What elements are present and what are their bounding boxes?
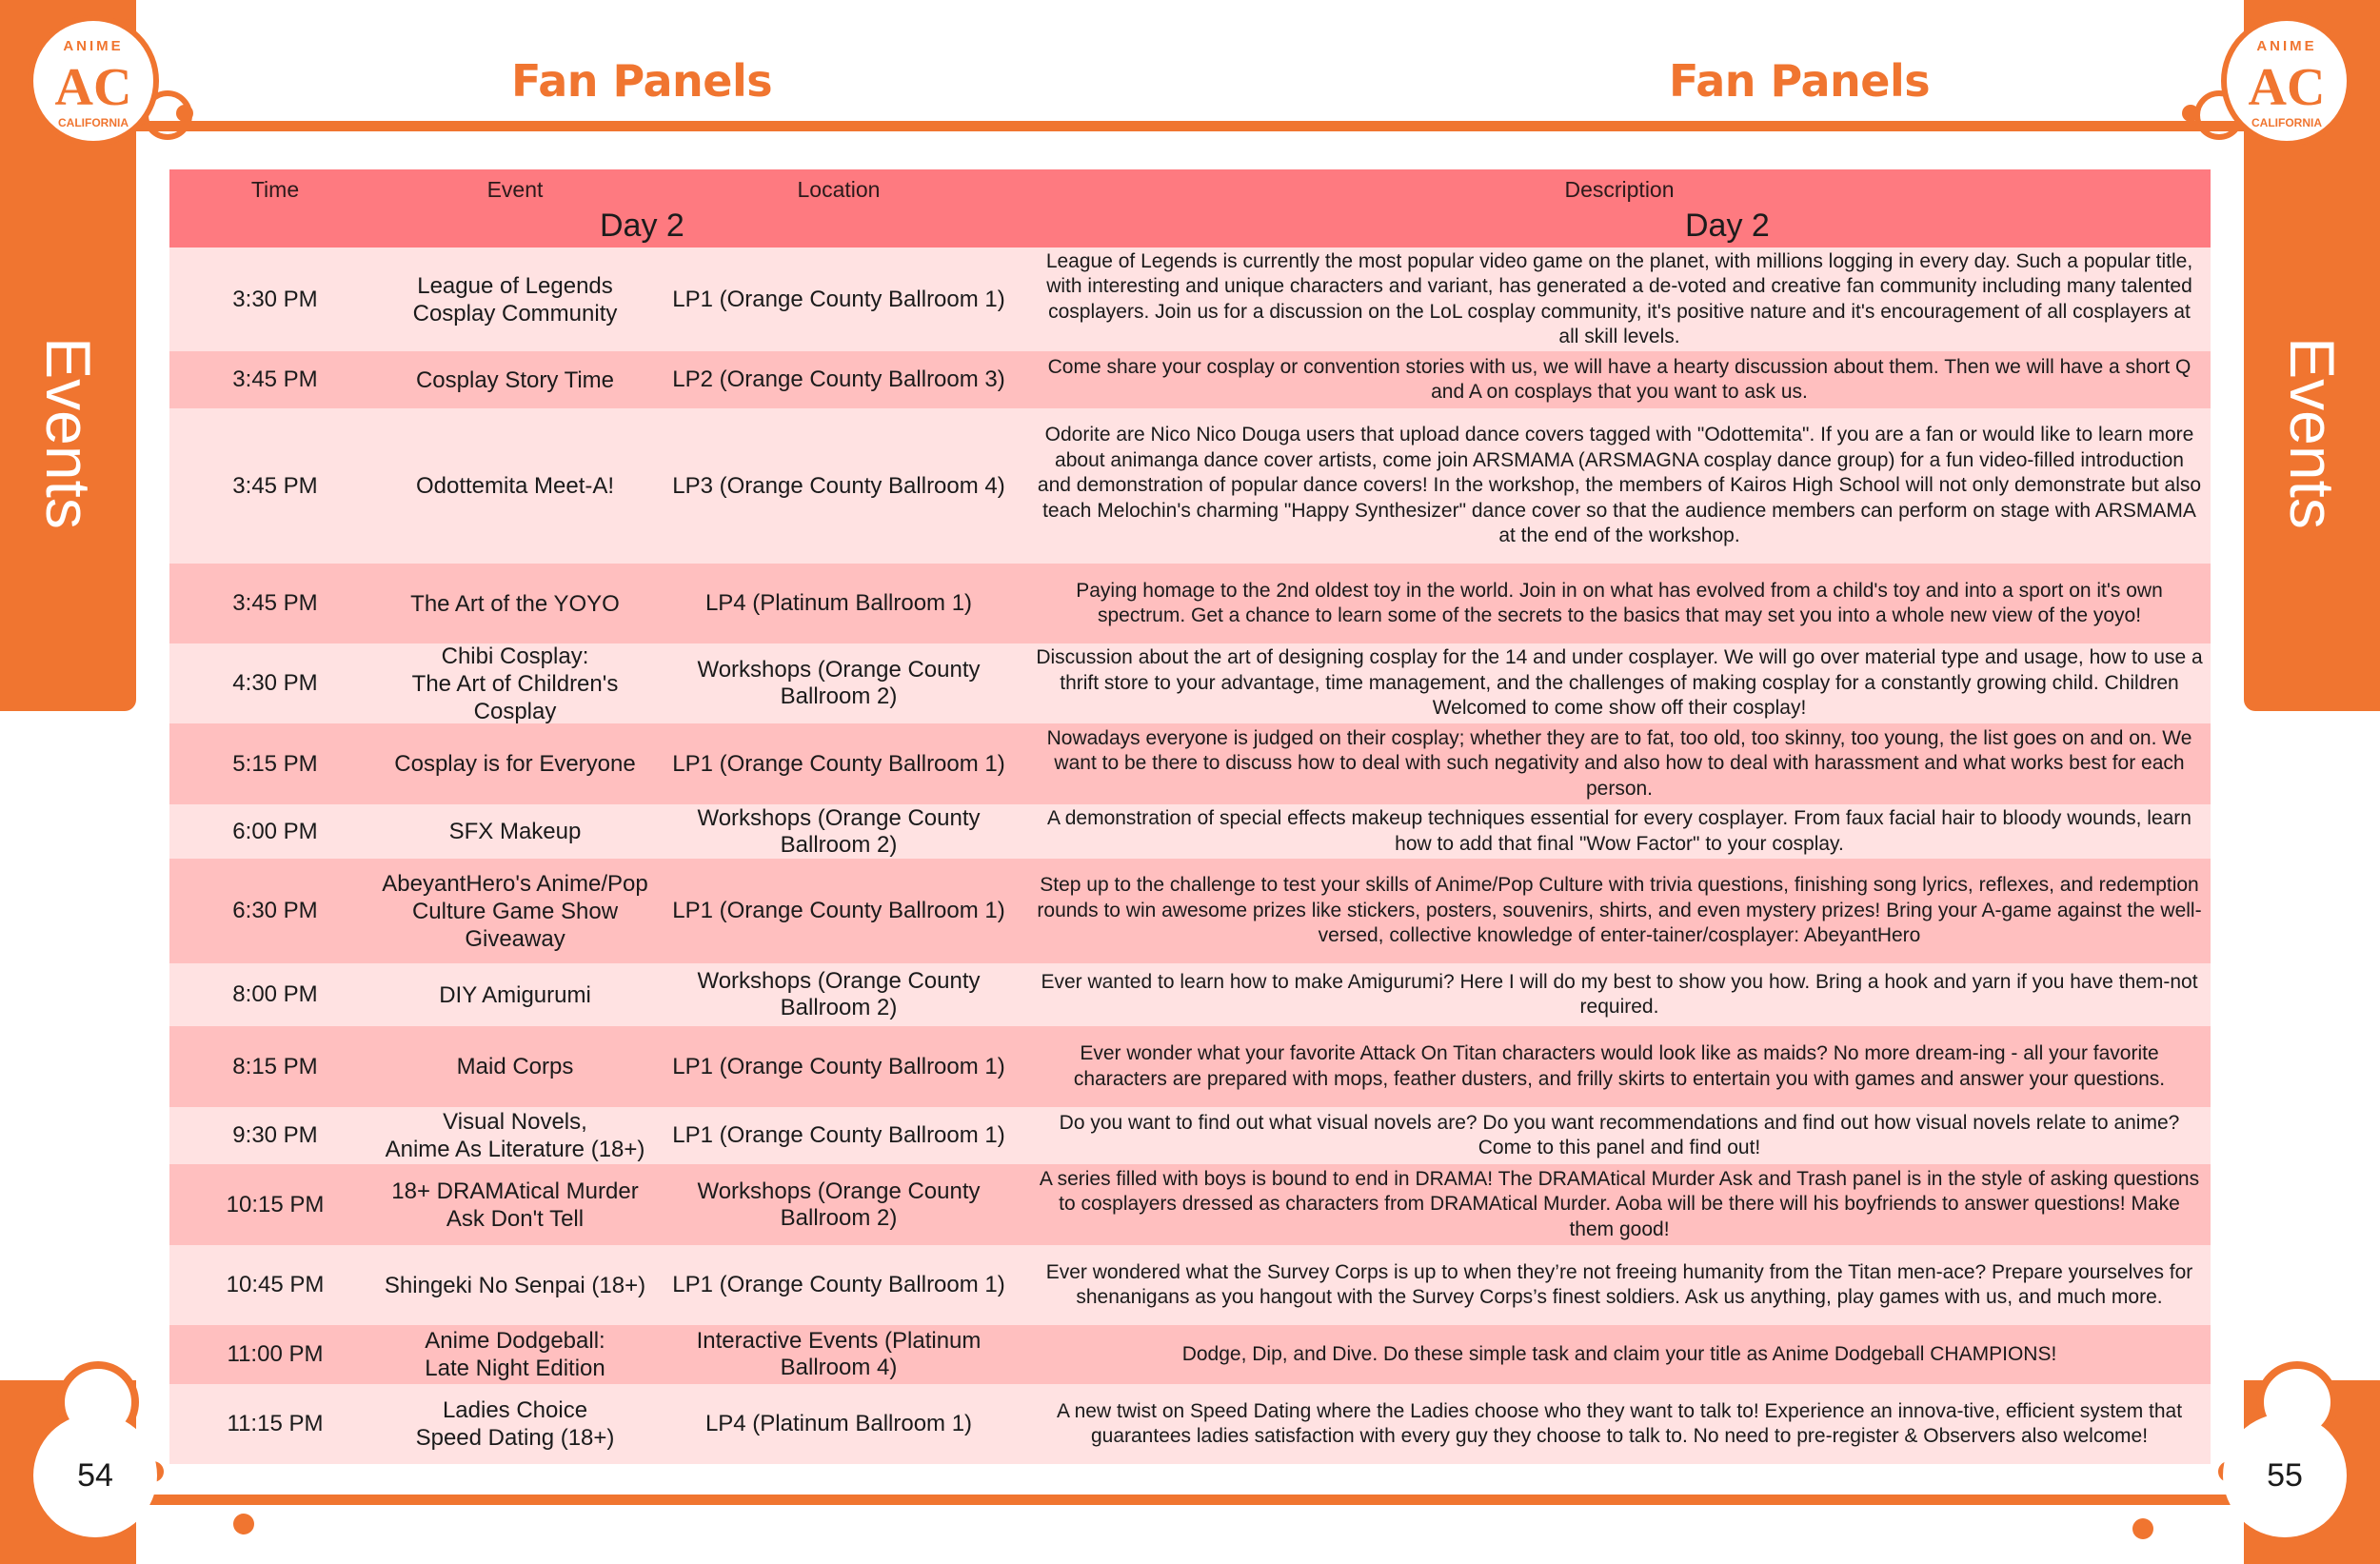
- cell-location: Workshops (Orange County Ballroom 2): [697, 968, 981, 1020]
- table-row: [169, 1164, 2211, 1245]
- side-label-left: [0, 338, 136, 528]
- event-line: 18+ DRAMAtical Murder: [391, 1178, 639, 1204]
- table-row: [169, 1245, 2211, 1325]
- table-row: [169, 859, 2211, 963]
- cell-location: LP1 (Orange County Ballroom 1): [672, 1122, 1005, 1148]
- event-line: Culture Game Show Giveaway: [411, 898, 619, 952]
- cell-event: [381, 1396, 649, 1452]
- table-row: [169, 1384, 2211, 1464]
- table-row: [169, 408, 2211, 564]
- logo-top-text: ANIME: [63, 38, 124, 54]
- event-line: Anime Dodgeball:: [425, 1328, 605, 1354]
- anime-california-logo: [27, 14, 160, 148]
- cell-event: [381, 1053, 649, 1080]
- event-line: Speed Dating (18+): [415, 1425, 615, 1451]
- cell-description: Nowadays everyone is judged on their cosplay; whether they are to fat, too old, too skinny, too young, the list goes on and on. We want to be there to discuss how to deal with such negativity and also how to deal with harassment and what works best for each person.: [1046, 726, 2192, 800]
- cell-description: A demonstration of special effects makeup techniques essential for every cosplayer. From faux facial hair to bloody wounds, learn how to add that final "Wow Factor" to your cosplay.: [1047, 807, 2192, 855]
- cell-location: LP3 (Orange County Ballroom 4): [672, 472, 1005, 499]
- cell-event: [381, 590, 649, 618]
- header-location: Location: [797, 177, 881, 202]
- side-label-text: Events: [32, 337, 104, 529]
- cell-location: LP1 (Orange County Ballroom 1): [672, 286, 1005, 312]
- table-row: [169, 804, 2211, 859]
- event-line: SFX Makeup: [448, 819, 582, 844]
- table-row: [169, 963, 2211, 1026]
- page-number-right-badge: [2223, 1414, 2347, 1537]
- cell-description: A new twist on Speed Dating where the Ladies choose who they want to talk to! Experience an innova-tive, efficient system that guarantees ladies satisfaction with every guy they choose to talk to. No need to pre-register & Observers also welcome!: [1056, 1399, 2183, 1447]
- cell-time: 11:00 PM: [227, 1341, 324, 1367]
- cell-time: 6:30 PM: [232, 898, 318, 923]
- cell-location: LP1 (Orange County Ballroom 1): [672, 1272, 1005, 1297]
- cell-description: Ever wanted to learn how to make Amigurumi? Here I will do my best to show you how. Bring a hook and yarn if you have them-not required.: [1041, 970, 2198, 1018]
- table-row: [169, 1325, 2211, 1384]
- cell-time: 3:30 PM: [232, 286, 318, 312]
- cell-time: 3:45 PM: [232, 472, 318, 499]
- cell-location: Interactive Events (Platinum Ballroom 4): [696, 1328, 982, 1380]
- cell-description: Odorite are Nico Nico Douga users that upload dance covers tagged with "Odottemita". If you are a fan or would like to learn more about animanga dance cover artists, come join ARSMAMA (ARSMAGNA cosplay dance group) for a fun video-filled introduction and demonstration of popular dance covers! In the workshop, the members of Kairos High School will not only demonstrate but also teach Melochin's charming "Happy Synthesizer" dance cover so that the audience members can perform on stage with ARSMAMA at the end of the workshop.: [1037, 424, 2202, 547]
- bubble-decoration: [233, 1514, 254, 1534]
- side-label-right: [2244, 338, 2380, 528]
- cell-description: Discussion about the art of designing cosplay for the 14 and under cosplayer. We will go over material type and usage, how to use a thrift store to your advantage, time management, and the challenges of making cosplay for a constantly growing child. Children Welcomed to come show off their cosplay!: [1036, 646, 2203, 720]
- bottom-rule: [105, 1495, 2275, 1505]
- logo-bottom-text: CALIFORNIA: [2251, 116, 2322, 129]
- cell-description: Step up to the challenge to test your skills of Anime/Pop Culture with trivia questions, finishing song lyrics, reflexes, and redemption rounds to win awesome prizes like stickers, posters, souvenirs, shirts, and even mystery prizes! Bring your A-game against the well-versed, collective knowledge of enter-tainer/cosplayer: AbeyantHero: [1037, 874, 2202, 947]
- event-line: Chibi Cosplay:: [441, 643, 589, 669]
- cell-time: 8:00 PM: [232, 981, 318, 1007]
- cell-time: 3:45 PM: [232, 590, 318, 616]
- side-label-text: Events: [2276, 337, 2348, 529]
- cell-event: [381, 981, 649, 1009]
- event-line: Late Night Edition: [425, 1356, 605, 1381]
- event-line: Ask Don't Tell: [446, 1205, 585, 1232]
- cell-event: [381, 1327, 649, 1382]
- table-body: [169, 247, 2211, 1464]
- day-label-left: Day 2: [600, 208, 684, 244]
- header-description: Description: [1564, 177, 1675, 202]
- cell-description: Ever wondered what the Survey Corps is up to when they’re not freeing humanity from the Titan men-ace? Prepare yourselves for shenanigans as you hangout with the Survey Corps’s finest soldiers. Ask us anything, play games with us, and much more.: [1045, 1260, 2193, 1308]
- cell-time: 3:45 PM: [232, 366, 318, 392]
- bubble-decoration: [176, 105, 193, 122]
- cell-event: [381, 818, 649, 845]
- cell-time: 4:30 PM: [232, 670, 318, 696]
- logo-top-text: ANIME: [2256, 38, 2317, 54]
- page-number-right: 55: [2267, 1456, 2303, 1494]
- event-line: League of Legends: [417, 272, 613, 299]
- event-line: AbeyantHero's Anime/Pop: [382, 870, 648, 897]
- table-row: [169, 247, 2211, 351]
- event-line: DIY Amigurumi: [439, 981, 591, 1008]
- event-line: Anime As Literature (18+): [385, 1137, 645, 1162]
- cell-time: 6:00 PM: [232, 818, 318, 844]
- cell-location: Workshops (Orange County Ballroom 2): [697, 657, 981, 709]
- cell-location: Workshops (Orange County Ballroom 2): [697, 804, 981, 858]
- page-title-left: Fan Panels: [511, 55, 773, 107]
- cell-time: 11:15 PM: [227, 1411, 324, 1436]
- cell-description: Come share your cosplay or convention stories with us, we will have a hearty discussion about them. Then we will have a short Q and A on cosplays that you want to ask us.: [1047, 355, 2192, 403]
- table-row: [169, 351, 2211, 408]
- table-row: [169, 564, 2211, 643]
- event-line: The Art of the YOYO: [410, 590, 620, 617]
- event-line: The Art of Children's Cosplay: [411, 670, 619, 724]
- top-rule: [105, 121, 2275, 131]
- cell-event: [381, 272, 649, 327]
- cell-location: Workshops (Orange County Ballroom 2): [697, 1178, 981, 1231]
- table-row: [169, 643, 2211, 723]
- logo-bottom-text: CALIFORNIA: [58, 116, 129, 129]
- page-title-right: Fan Panels: [1669, 55, 1931, 107]
- cell-time: 10:15 PM: [226, 1191, 325, 1218]
- page-number-left: 54: [77, 1456, 113, 1494]
- cell-event: [381, 870, 649, 953]
- event-line: Cosplay Story Time: [415, 366, 615, 393]
- cell-event: [381, 1108, 649, 1163]
- cell-location: LP1 (Orange County Ballroom 1): [672, 1053, 1005, 1079]
- event-line: Cosplay is for Everyone: [394, 751, 636, 777]
- cell-description: League of Legends is currently the most popular video game on the planet, with millions logging in every day. Such a popular title, with interesting and unique characters and variant, has generated a de-voted and creative fan community including many talented cosplayers. Join us for a discussion on the LoL cosplay community, it's positive nature and it's encouragement of all cosplayers at all skill levels.: [1045, 249, 2193, 347]
- event-line: Maid Corps: [456, 1054, 574, 1079]
- cell-event: [381, 472, 649, 500]
- cell-location: LP4 (Platinum Ballroom 1): [704, 1411, 973, 1436]
- cell-location: LP4 (Platinum Ballroom 1): [704, 590, 973, 616]
- table-row: [169, 1026, 2211, 1107]
- cell-event: [381, 750, 649, 778]
- cell-time: 8:15 PM: [232, 1053, 318, 1079]
- cell-location: LP1 (Orange County Ballroom 1): [672, 750, 1005, 777]
- event-line: Odottemita Meet-A!: [415, 473, 615, 499]
- event-line: Visual Novels,: [443, 1109, 587, 1135]
- cell-location: LP2 (Orange County Ballroom 3): [672, 366, 1005, 392]
- bubble-decoration: [2182, 105, 2199, 122]
- cell-description: A series filled with boys is bound to end in DRAMA! The DRAMAtical Murder Ask and Trash panel is in the style of asking questions to cosplayers dressed as characters from DRAMAtical Murder. Aoba will be there will his boyfriends to answer questions! Make them good!: [1039, 1167, 2200, 1240]
- cell-event: [381, 643, 649, 725]
- cell-time: 5:15 PM: [232, 750, 318, 777]
- header-event: Event: [486, 177, 544, 202]
- cell-event: [381, 1272, 649, 1299]
- event-line: Cosplay Community: [412, 300, 618, 327]
- anime-california-logo: [2220, 14, 2353, 148]
- logo-letters: AC: [54, 58, 132, 117]
- cell-description: Dodge, Dip, and Dive. Do these simple task and claim your title as Anime Dodgeball CHAMPIONS!: [1181, 1342, 2057, 1365]
- cell-event: [381, 1178, 649, 1233]
- table-header: [169, 169, 2211, 247]
- cell-description: Do you want to find out what visual novels are? Do you want recommendations and find out how visual novels relate to anime? Come to this panel and find out!: [1059, 1111, 2180, 1158]
- bubble-decoration: [2132, 1518, 2153, 1539]
- cell-description: Ever wonder what your favorite Attack On Titan characters would look like as maids? No more dream-ing - all your favorite characters are prepared with mops, feather dusters, and frilly skirts to entertain you with games and answer your questions.: [1073, 1042, 2166, 1090]
- event-line: Ladies Choice: [442, 1397, 588, 1423]
- cell-time: 10:45 PM: [226, 1272, 325, 1297]
- cell-description: Paying homage to the 2nd oldest toy in the world. Join in on what has evolved from a child's toy and into a sport on it's own spectrum. Get a chance to learn some of the secrets to the basics that may set you into a whole new view of the yoyo!: [1076, 579, 2163, 626]
- header-time: Time: [250, 177, 300, 202]
- day-label-right: Day 2: [1685, 208, 1770, 244]
- cell-location: LP1 (Orange County Ballroom 1): [672, 898, 1005, 923]
- logo-letters: AC: [2248, 58, 2326, 117]
- schedule-table: [169, 169, 2211, 1464]
- cell-time: 9:30 PM: [232, 1122, 318, 1148]
- cell-event: [381, 366, 649, 394]
- page-number-left-badge: [33, 1414, 157, 1537]
- event-line: Shingeki No Senpai (18+): [384, 1272, 646, 1298]
- table-row: [169, 723, 2211, 804]
- table-row: [169, 1107, 2211, 1164]
